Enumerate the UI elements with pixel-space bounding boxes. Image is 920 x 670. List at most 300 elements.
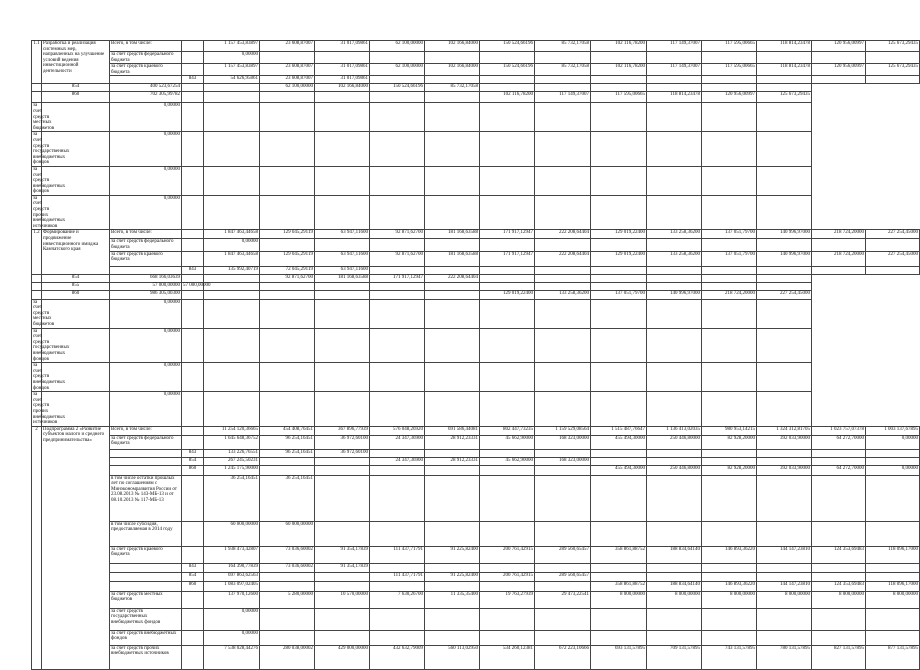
year-value-cell bbox=[315, 103, 370, 132]
year-value-cell bbox=[370, 299, 425, 328]
year-value-cell bbox=[757, 52, 812, 64]
year-value-cell: 96 254,16451 bbox=[260, 449, 315, 457]
year-value-cell bbox=[260, 290, 315, 299]
grbs-code-cell: 843 bbox=[182, 266, 204, 274]
table-row bbox=[32, 645, 920, 669]
year-value-cell: 91 354,17839 bbox=[315, 563, 370, 572]
year-value-cell: 73 036,60002 bbox=[260, 546, 315, 563]
year-value-cell bbox=[812, 449, 866, 457]
year-value-cell bbox=[315, 581, 370, 591]
year-value-cell bbox=[480, 299, 535, 328]
year-value-cell bbox=[535, 282, 591, 290]
table-row bbox=[32, 630, 920, 645]
year-value-cell bbox=[702, 274, 757, 282]
year-value-cell: 144 147,23810 bbox=[757, 546, 812, 563]
year-value-cell bbox=[260, 581, 315, 591]
funding-source-cell bbox=[110, 572, 182, 581]
funding-source-cell bbox=[32, 274, 42, 282]
year-value-cell: 91 225,82400 bbox=[425, 572, 480, 581]
year-value-cell: 218 724,20000 bbox=[812, 230, 866, 239]
year-value-cell bbox=[866, 521, 920, 546]
year-value-cell bbox=[204, 328, 260, 363]
table-row bbox=[32, 521, 920, 546]
year-value-cell bbox=[866, 475, 920, 521]
year-value-cell bbox=[591, 563, 647, 572]
year-value-cell bbox=[315, 299, 370, 328]
year-value-cell: 392 033,90000 bbox=[757, 435, 812, 449]
year-value-cell bbox=[866, 563, 920, 572]
grbs-code-cell: 860 bbox=[42, 92, 110, 103]
funding-source-cell: за счет средств краевого бюджета bbox=[110, 64, 182, 76]
year-value-cell bbox=[425, 266, 480, 274]
year-value-cell bbox=[757, 457, 812, 465]
table-row bbox=[32, 426, 920, 435]
year-value-cell bbox=[425, 103, 480, 132]
year-value-cell: 150 524,66196 bbox=[480, 41, 535, 52]
year-value-cell bbox=[425, 630, 480, 645]
year-value-cell bbox=[591, 52, 647, 64]
year-value-cell bbox=[260, 195, 315, 230]
year-value-cell bbox=[204, 392, 260, 427]
year-value-cell bbox=[866, 449, 920, 457]
year-value-cell bbox=[647, 266, 702, 274]
year-value-cell bbox=[425, 92, 480, 103]
year-value-cell bbox=[535, 563, 591, 572]
grbs-code-cell bbox=[182, 435, 204, 449]
year-value-cell: 150 524,66196 bbox=[370, 84, 425, 92]
year-value-cell: 392 033,90000 bbox=[757, 465, 812, 475]
year-value-cell bbox=[702, 166, 757, 195]
year-value-cell: 85 732,17058 bbox=[425, 84, 480, 92]
year-value-cell: 218 724,20000 bbox=[812, 251, 866, 266]
year-value-cell bbox=[315, 521, 370, 546]
year-value-cell bbox=[702, 363, 757, 392]
year-value-cell bbox=[591, 274, 647, 282]
year-value-cell bbox=[757, 84, 812, 92]
year-value-cell: 45 662,90000 bbox=[480, 435, 535, 449]
year-value-cell bbox=[866, 457, 920, 465]
year-value-cell bbox=[182, 290, 204, 299]
year-value-cell: 111 437,71791 bbox=[370, 572, 425, 581]
funding-source-cell: в том числе остатки прошлых лет по соглашениям с Минэкономразвития России от 23.08.2013 № 143-МБ-13 и от 08.10.2013 № 117-МБ-13 bbox=[110, 475, 182, 521]
year-value-cell: 85 732,17058 bbox=[535, 64, 591, 76]
year-value-cell bbox=[260, 608, 315, 630]
total-cell: 0,00000 bbox=[204, 239, 260, 251]
year-value-cell: 222 208,64404 bbox=[535, 251, 591, 266]
table-row bbox=[32, 84, 920, 92]
funding-source-cell bbox=[110, 76, 182, 84]
year-value-cell: 980 953,14215 bbox=[702, 426, 757, 435]
year-value-cell: 111 437,71791 bbox=[370, 546, 425, 563]
table-row bbox=[32, 457, 920, 465]
year-value-cell bbox=[315, 457, 370, 465]
year-value-cell bbox=[370, 92, 425, 103]
funding-source-cell: за счет средств внебюджетных фондов bbox=[110, 630, 182, 645]
year-value-cell: 171 917,12947 bbox=[370, 274, 425, 282]
year-value-cell: 91 225,82400 bbox=[425, 546, 480, 563]
total-cell: 0,00000 bbox=[110, 363, 182, 392]
year-value-cell: 125 673,29435 bbox=[866, 64, 920, 76]
year-value-cell bbox=[702, 195, 757, 230]
year-value-cell bbox=[204, 299, 260, 328]
year-value-cell: 8 000,00000 bbox=[812, 591, 866, 608]
table-row bbox=[32, 92, 920, 103]
year-value-cell: 168 323,00000 bbox=[535, 457, 591, 465]
year-value-cell: 102 116,78200 bbox=[480, 92, 535, 103]
year-value-cell bbox=[591, 392, 647, 427]
year-value-cell bbox=[757, 449, 812, 457]
year-value-cell bbox=[535, 274, 591, 282]
year-value-cell bbox=[425, 76, 480, 84]
table-row bbox=[32, 363, 920, 392]
year-value-cell: 280 038,00002 bbox=[260, 645, 315, 669]
year-value-cell bbox=[480, 282, 535, 290]
total-cell: 0,00000 bbox=[110, 299, 182, 328]
year-value-cell bbox=[647, 274, 702, 282]
year-value-cell: 117 149,37007 bbox=[647, 41, 702, 52]
year-value-cell: 188 834,64140 bbox=[647, 546, 702, 563]
year-value-cell bbox=[480, 563, 535, 572]
funding-source-cell bbox=[110, 266, 182, 274]
year-value-cell: 28 912,23331 bbox=[425, 435, 480, 449]
year-value-cell bbox=[370, 608, 425, 630]
year-value-cell bbox=[480, 328, 535, 363]
year-value-cell bbox=[812, 475, 866, 521]
year-value-cell: 31 017,09861 bbox=[315, 41, 370, 52]
year-value-cell: 140 996,97000 bbox=[757, 251, 812, 266]
year-value-cell bbox=[182, 92, 204, 103]
year-value-cell: 10 570,00000 bbox=[315, 591, 370, 608]
row-number-cell: 1.2 bbox=[32, 230, 42, 274]
year-value-cell bbox=[480, 103, 535, 132]
year-value-cell bbox=[370, 76, 425, 84]
year-value-cell bbox=[480, 465, 535, 475]
year-value-cell: 289 560,65457 bbox=[535, 572, 591, 581]
total-cell: 267 245,50231 bbox=[204, 457, 260, 465]
year-value-cell bbox=[260, 363, 315, 392]
total-cell: 0,00000 bbox=[110, 166, 182, 195]
year-value-cell bbox=[204, 363, 260, 392]
grbs-code-cell: 854 bbox=[182, 572, 204, 581]
year-value-cell: 92 871,62700 bbox=[370, 251, 425, 266]
total-cell: 0,00000 bbox=[110, 132, 182, 167]
year-value-cell bbox=[315, 166, 370, 195]
year-value-cell: 129 019,22400 bbox=[591, 230, 647, 239]
year-value-cell bbox=[702, 449, 757, 457]
year-value-cell: 23 608,87007 bbox=[260, 64, 315, 76]
year-value-cell: 91 354,17839 bbox=[315, 546, 370, 563]
year-value-cell bbox=[647, 328, 702, 363]
year-value-cell: 1 023 757,07378 bbox=[812, 426, 866, 435]
funding-source-cell bbox=[32, 92, 42, 103]
year-value-cell bbox=[480, 84, 535, 92]
table-row bbox=[32, 465, 920, 475]
year-value-cell: 133 258,36200 bbox=[535, 290, 591, 299]
year-value-cell bbox=[812, 521, 866, 546]
year-value-cell bbox=[260, 132, 315, 167]
year-value-cell: 181 168,63588 bbox=[425, 251, 480, 266]
year-value-cell: 31 017,09861 bbox=[315, 76, 370, 84]
year-value-cell: 227 254,45000 bbox=[757, 290, 812, 299]
year-value-cell bbox=[260, 457, 315, 465]
year-value-cell bbox=[182, 166, 204, 195]
budget-table bbox=[31, 40, 920, 670]
year-value-cell bbox=[204, 132, 260, 167]
year-value-cell: 1 324 312,81705 bbox=[757, 426, 812, 435]
year-value-cell bbox=[647, 392, 702, 427]
year-value-cell bbox=[425, 328, 480, 363]
year-value-cell bbox=[702, 132, 757, 167]
year-value-cell bbox=[260, 572, 315, 581]
year-value-cell bbox=[480, 630, 535, 645]
year-value-cell bbox=[702, 572, 757, 581]
total-cell: 400 523,67254 bbox=[110, 84, 182, 92]
year-value-cell bbox=[182, 84, 204, 92]
table-row bbox=[32, 546, 920, 563]
total-cell: 0,00000 bbox=[204, 630, 260, 645]
year-value-cell: 118 096,17000 bbox=[866, 546, 920, 563]
year-value-cell bbox=[260, 630, 315, 645]
year-value-cell: 129 045,29119 bbox=[260, 230, 315, 239]
year-value-cell bbox=[535, 328, 591, 363]
year-value-cell bbox=[535, 475, 591, 521]
year-value-cell bbox=[757, 195, 812, 230]
year-value-cell: 0,00000 bbox=[866, 435, 920, 449]
year-value-cell bbox=[425, 563, 480, 572]
year-value-cell bbox=[425, 290, 480, 299]
table-row bbox=[32, 581, 920, 591]
year-value-cell bbox=[535, 363, 591, 392]
year-value-cell: 1 003 137,67895 bbox=[866, 426, 920, 435]
year-value-cell: 429 000,00000 bbox=[315, 645, 370, 669]
year-value-cell bbox=[425, 166, 480, 195]
year-value-cell bbox=[182, 195, 204, 230]
year-value-cell bbox=[812, 563, 866, 572]
total-cell: 133 226,76551 bbox=[204, 449, 260, 457]
year-value-cell: 117 595,00665 bbox=[702, 64, 757, 76]
year-value-cell: 250 446,80000 bbox=[647, 465, 702, 475]
year-value-cell bbox=[260, 92, 315, 103]
grbs-code-cell bbox=[182, 52, 204, 64]
year-value-cell bbox=[866, 76, 920, 84]
year-value-cell bbox=[315, 475, 370, 521]
total-cell: 0,00000 bbox=[110, 328, 182, 363]
year-value-cell bbox=[757, 282, 812, 290]
year-value-cell: 150 524,66196 bbox=[480, 64, 535, 76]
year-value-cell bbox=[315, 608, 370, 630]
year-value-cell: 8 000,00000 bbox=[866, 591, 920, 608]
year-value-cell bbox=[425, 465, 480, 475]
year-value-cell bbox=[260, 392, 315, 427]
year-value-cell bbox=[315, 282, 370, 290]
table-row bbox=[32, 195, 920, 230]
year-value-cell bbox=[425, 449, 480, 457]
year-value-cell bbox=[647, 239, 702, 251]
table-row bbox=[32, 266, 920, 274]
grbs-code-cell bbox=[182, 546, 204, 563]
year-value-cell bbox=[591, 572, 647, 581]
funding-source-cell: за счет средств прочих внебюджетных источников bbox=[33, 195, 66, 229]
funding-source-cell: Всего, в том числе: bbox=[110, 41, 182, 52]
year-value-cell bbox=[647, 563, 702, 572]
year-value-cell: 36 254,16451 bbox=[260, 475, 315, 521]
year-value-cell bbox=[812, 52, 866, 64]
year-value-cell bbox=[315, 92, 370, 103]
year-value-cell: 455 494,30000 bbox=[591, 435, 647, 449]
year-value-cell: 250 446,80000 bbox=[647, 435, 702, 449]
year-value-cell: 102 166,84000 bbox=[425, 41, 480, 52]
year-value-cell: 118 814,23478 bbox=[647, 92, 702, 103]
year-value-cell: 222 208,64404 bbox=[425, 274, 480, 282]
year-value-cell bbox=[647, 84, 702, 92]
year-value-cell bbox=[591, 84, 647, 92]
table-row bbox=[32, 132, 920, 167]
year-value-cell: 877 131,57895 bbox=[866, 645, 920, 669]
year-value-cell: 137 051,79700 bbox=[591, 290, 647, 299]
table-row bbox=[32, 299, 920, 328]
total-cell: 0,00000 bbox=[110, 195, 182, 230]
year-value-cell: 227 254,45000 bbox=[866, 230, 920, 239]
funding-source-cell bbox=[110, 449, 182, 457]
year-value-cell: 63 947,11600 bbox=[315, 230, 370, 239]
year-value-cell bbox=[757, 299, 812, 328]
year-value-cell bbox=[370, 290, 425, 299]
table-row bbox=[32, 103, 920, 132]
year-value-cell bbox=[182, 132, 204, 167]
year-value-cell: 8 000,00000 bbox=[647, 591, 702, 608]
year-value-cell bbox=[370, 563, 425, 572]
year-value-cell bbox=[480, 266, 535, 274]
total-cell: 11 254 120,36665 bbox=[204, 426, 260, 435]
grbs-code-cell bbox=[182, 64, 204, 76]
funding-source-cell: за счет средств прочих внебюджетных источников bbox=[110, 645, 182, 669]
grbs-code-cell: 843 bbox=[182, 563, 204, 572]
year-value-cell bbox=[182, 299, 204, 328]
total-cell: 1 245 175,90000 bbox=[204, 465, 260, 475]
budget-table-sheet bbox=[31, 40, 918, 657]
year-value-cell bbox=[866, 630, 920, 645]
year-value-cell: 146 893,36220 bbox=[702, 546, 757, 563]
year-value-cell bbox=[866, 572, 920, 581]
total-cell: 36 254,16451 bbox=[204, 475, 260, 521]
year-value-cell: 64 272,70000 bbox=[812, 435, 866, 449]
year-value-cell: 29 473,22541 bbox=[535, 591, 591, 608]
year-value-cell bbox=[702, 457, 757, 465]
funding-source-cell: за счет средств федерального бюджета bbox=[110, 239, 182, 251]
row-number-cell: 1.1 bbox=[32, 41, 42, 84]
year-value-cell: 118 814,23478 bbox=[757, 64, 812, 76]
funding-source-cell: за счет средств местных бюджетов bbox=[33, 299, 55, 327]
year-value-cell: 576 048,26920 bbox=[370, 426, 425, 435]
year-value-cell bbox=[535, 449, 591, 457]
year-value-cell bbox=[647, 103, 702, 132]
year-value-cell: 672 223,10666 bbox=[535, 645, 591, 669]
year-value-cell bbox=[425, 475, 480, 521]
year-value-cell: 72 045,29119 bbox=[260, 266, 315, 274]
year-value-cell bbox=[757, 166, 812, 195]
year-value-cell bbox=[812, 457, 866, 465]
year-value-cell bbox=[812, 572, 866, 581]
year-value-cell: 118 096,17000 bbox=[866, 581, 920, 591]
year-value-cell bbox=[591, 449, 647, 457]
year-value-cell bbox=[757, 363, 812, 392]
year-value-cell bbox=[480, 449, 535, 457]
year-value-cell: 73 036,60002 bbox=[260, 563, 315, 572]
year-value-cell bbox=[204, 103, 260, 132]
year-value-cell: 28 912,23331 bbox=[425, 457, 480, 465]
year-value-cell: 560 113,02950 bbox=[425, 645, 480, 669]
year-value-cell bbox=[757, 328, 812, 363]
year-value-cell bbox=[757, 392, 812, 427]
year-value-cell bbox=[757, 103, 812, 132]
year-value-cell bbox=[591, 457, 647, 465]
year-value-cell bbox=[757, 239, 812, 251]
year-value-cell: 124 353,69483 bbox=[812, 546, 866, 563]
grbs-code-cell bbox=[182, 608, 204, 630]
grbs-code-cell bbox=[42, 363, 110, 392]
year-value-cell: 8 000,00000 bbox=[591, 591, 647, 608]
year-value-cell bbox=[591, 166, 647, 195]
year-value-cell bbox=[647, 166, 702, 195]
grbs-code-cell bbox=[182, 591, 204, 608]
year-value-cell bbox=[591, 195, 647, 230]
year-value-cell bbox=[480, 239, 535, 251]
year-value-cell bbox=[757, 475, 812, 521]
year-value-cell bbox=[425, 608, 480, 630]
table-row bbox=[32, 76, 920, 84]
year-value-cell bbox=[866, 266, 920, 274]
year-value-cell bbox=[702, 282, 757, 290]
year-value-cell: 120 956,00997 bbox=[812, 41, 866, 52]
year-value-cell bbox=[702, 84, 757, 92]
year-value-cell: 36 972,60100 bbox=[315, 449, 370, 457]
table-row bbox=[32, 290, 920, 299]
year-value-cell bbox=[702, 328, 757, 363]
funding-source-cell bbox=[32, 282, 42, 290]
year-value-cell: 743 131,57895 bbox=[702, 645, 757, 669]
year-value-cell bbox=[757, 572, 812, 581]
total-cell: 668 166,03639 bbox=[110, 274, 182, 282]
year-value-cell: 64 272,70000 bbox=[812, 465, 866, 475]
year-value-cell bbox=[315, 363, 370, 392]
grbs-code-cell bbox=[182, 230, 204, 239]
year-value-cell bbox=[182, 274, 204, 282]
table-row bbox=[32, 166, 920, 195]
total-cell: 164 390,77839 bbox=[204, 563, 260, 572]
total-cell: 986 305,00300 bbox=[110, 290, 182, 299]
total-cell: 1 847 463,44658 bbox=[204, 251, 260, 266]
year-value-cell bbox=[204, 84, 260, 92]
year-value-cell: 63 947,11600 bbox=[315, 266, 370, 274]
year-value-cell bbox=[866, 608, 920, 630]
funding-source-cell: за счет средств государственных внебюджетных фондов bbox=[33, 132, 70, 166]
measure-name-cell: Формирование и продвижение инвестиционного имиджа Камчатского края bbox=[42, 230, 110, 274]
year-value-cell bbox=[647, 521, 702, 546]
year-value-cell bbox=[260, 282, 315, 290]
year-value-cell: 144 147,23810 bbox=[757, 581, 812, 591]
funding-source-cell bbox=[110, 581, 182, 591]
year-value-cell: 171 917,12947 bbox=[480, 251, 535, 266]
grbs-code-cell bbox=[42, 166, 110, 195]
year-value-cell bbox=[535, 392, 591, 427]
year-value-cell: 23 608,87007 bbox=[260, 76, 315, 84]
year-value-cell bbox=[535, 239, 591, 251]
year-value-cell bbox=[425, 282, 480, 290]
funding-source-cell: за счет средств федерального бюджета bbox=[110, 435, 182, 449]
year-value-cell bbox=[591, 239, 647, 251]
year-value-cell bbox=[591, 299, 647, 328]
year-value-cell bbox=[204, 195, 260, 230]
